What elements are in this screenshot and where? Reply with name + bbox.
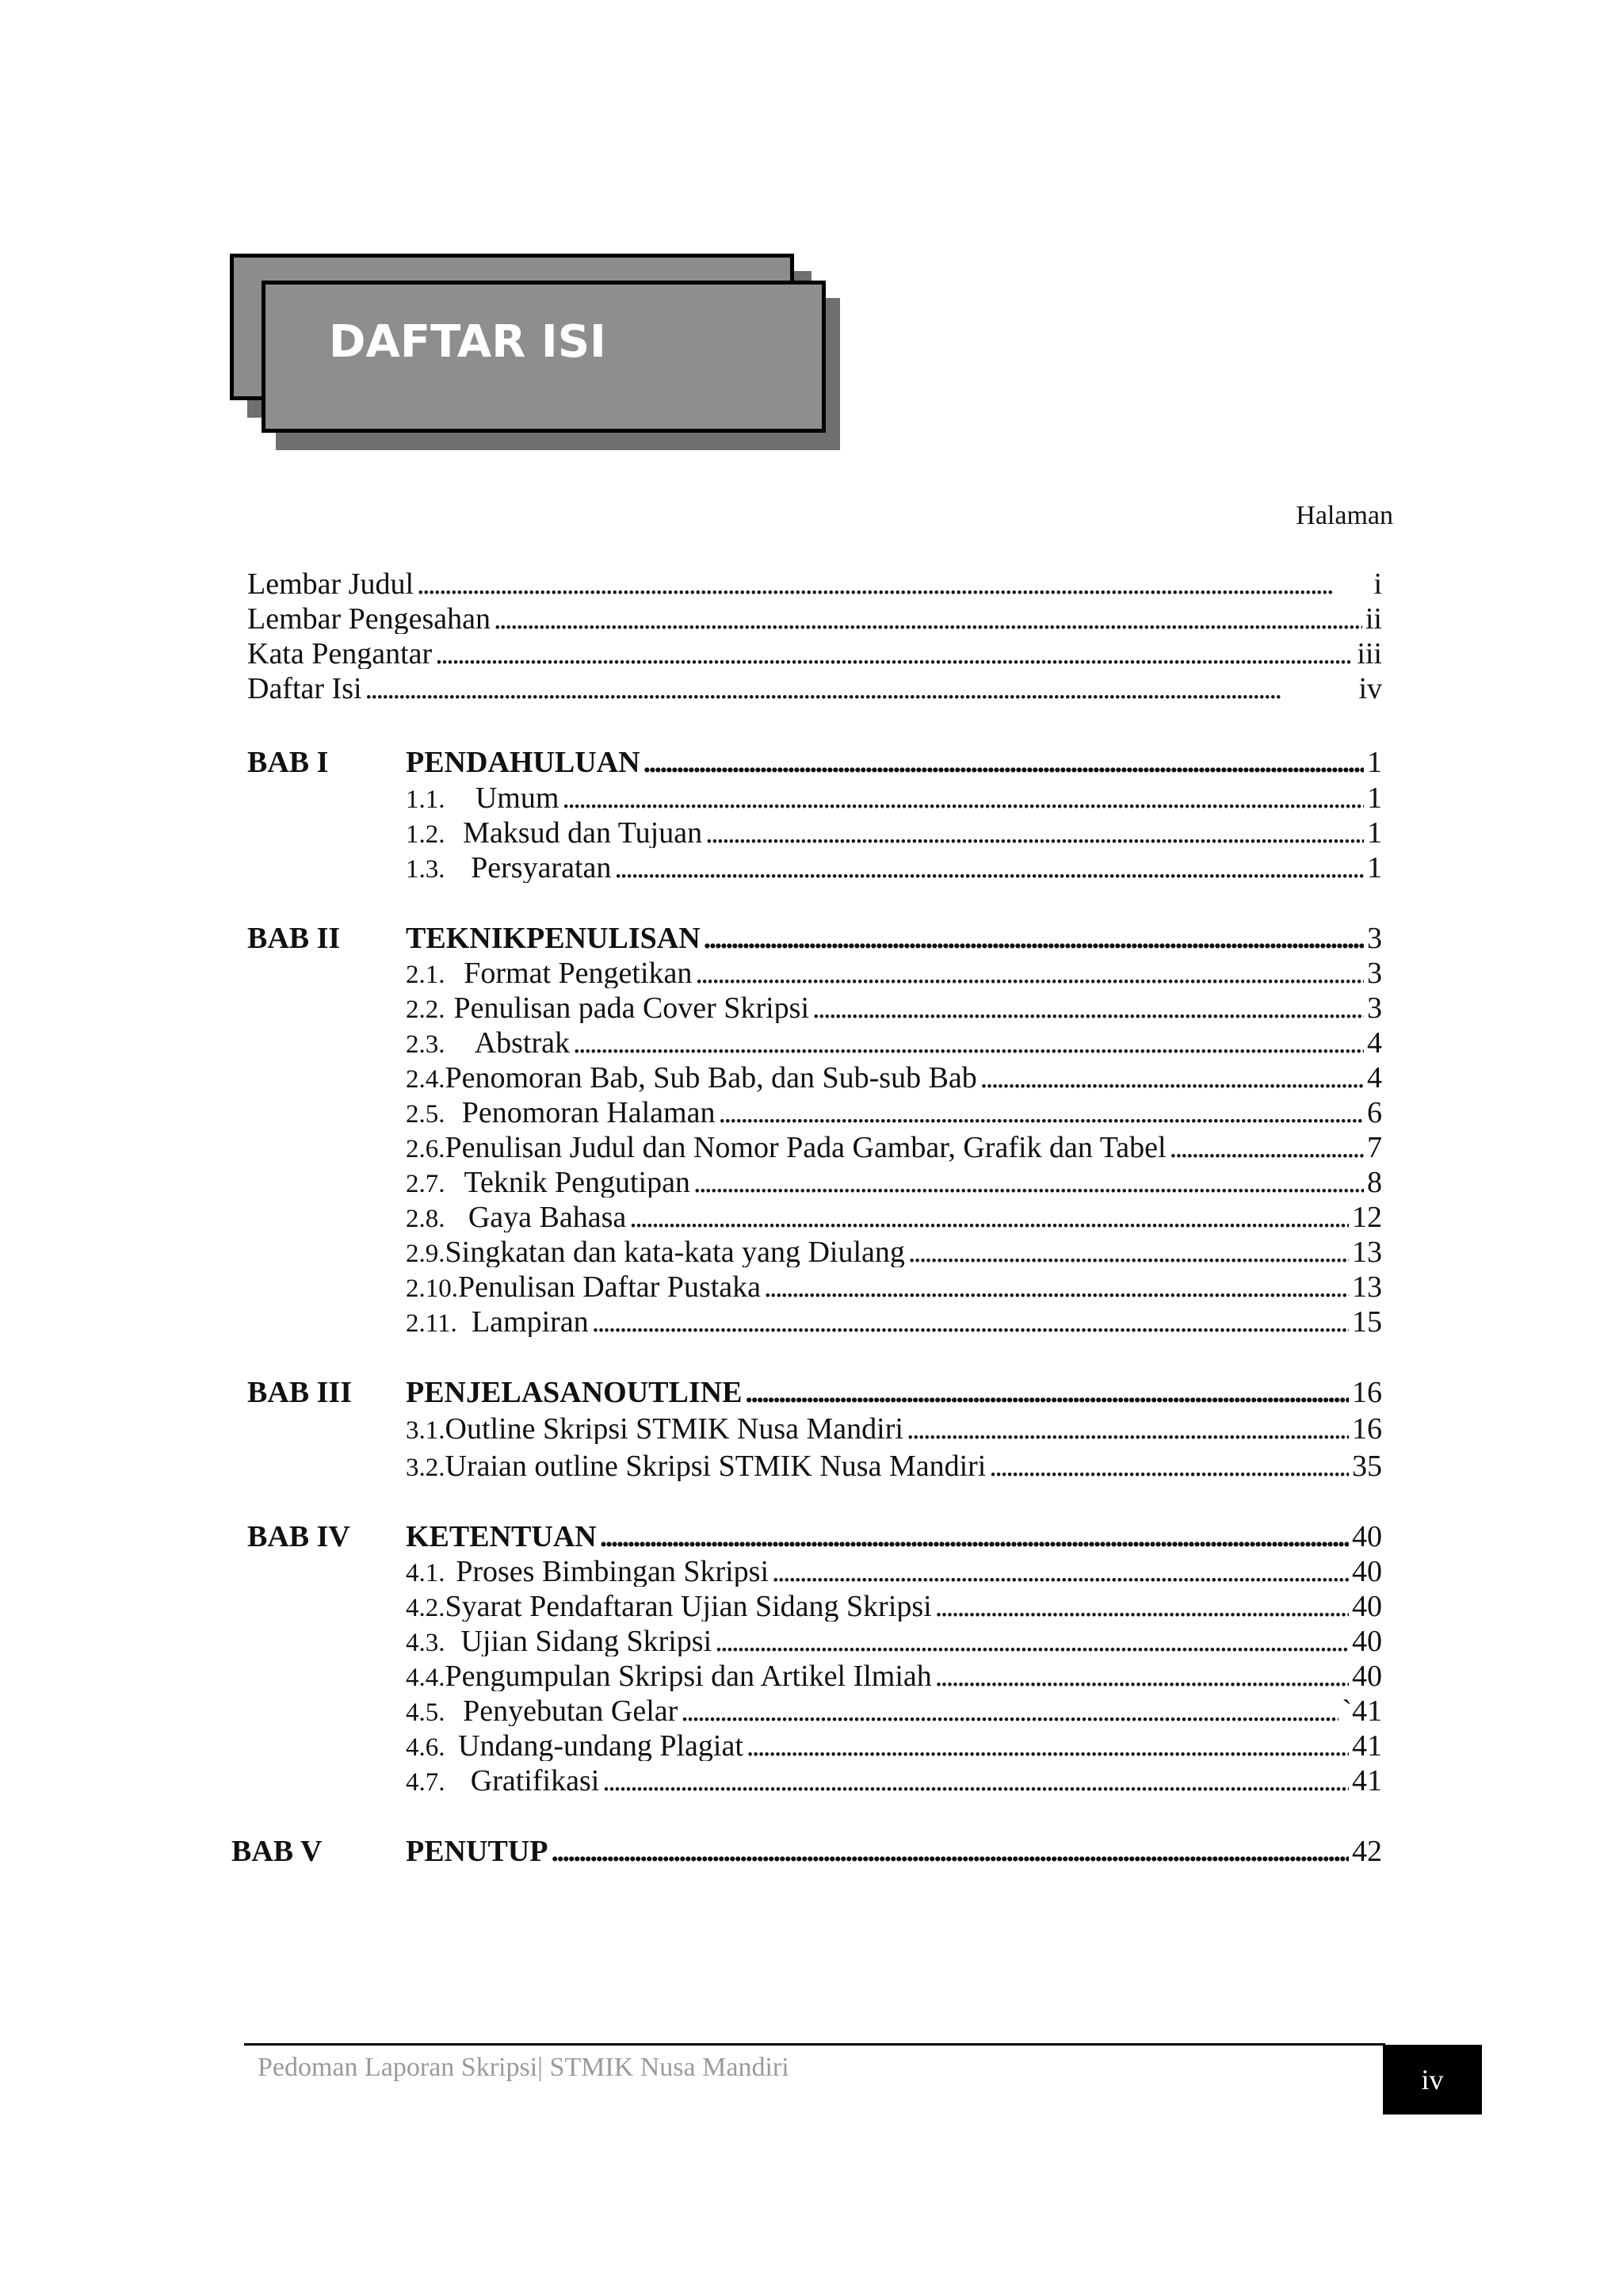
section-page: 13 (1352, 1237, 1382, 1267)
section-label: Penulisan Daftar Pustaka (458, 1272, 762, 1302)
section-page: 3 (1367, 958, 1382, 988)
section-number: 1.1. (406, 785, 445, 813)
section-page: 16 (1352, 1414, 1382, 1444)
section-row (406, 1414, 1382, 1444)
leader-dots (592, 1307, 1349, 1337)
section-label: Pengumpulan Skripsi dan Artikel Ilmiah (445, 1661, 932, 1691)
section-page: 35 (1352, 1451, 1382, 1481)
section-label: Penomoran Bab, Sub Bab, dan Sub-sub Bab (445, 1063, 977, 1093)
section-page: 40 (1352, 1591, 1382, 1622)
section-row (406, 1133, 1382, 1163)
section-page: 8 (1367, 1167, 1382, 1198)
section-number: 4.3. (406, 1629, 445, 1656)
page-title: DAFTAR ISI (329, 316, 606, 368)
page-number: iv (1421, 2064, 1444, 2095)
section-number: 1.3. (406, 855, 445, 883)
section-row (406, 1661, 1382, 1691)
section-row (406, 958, 1382, 988)
section-label: Gaya Bahasa (468, 1202, 627, 1232)
toc-row (247, 639, 1382, 669)
section-label: Singkatan dan kata-kata yang Diulang (445, 1237, 905, 1267)
section-number: 4.4. (406, 1664, 445, 1691)
section-label: Persyaratan (471, 853, 612, 883)
section-number: 2.6. (406, 1135, 445, 1163)
leader-dots (417, 569, 1370, 599)
leader-dots (772, 1557, 1349, 1587)
chapter-row (406, 1836, 1382, 1866)
leader-dots (629, 1202, 1349, 1232)
leader-dots (908, 1237, 1349, 1267)
section-row (406, 993, 1382, 1023)
section-label: Outline Skripsi STMIK Nusa Mandiri (445, 1414, 903, 1444)
chapter-number: BAB IV (247, 1520, 350, 1553)
section-row (406, 1766, 1382, 1796)
section-number: 2.7. (406, 1170, 445, 1198)
section-page: 4 (1367, 1063, 1382, 1093)
section-label: Gratifikasi (470, 1766, 600, 1796)
leader-dots (681, 1696, 1338, 1726)
leader-dots (718, 1098, 1364, 1128)
leader-dots (602, 1766, 1349, 1796)
leader-dots (747, 1731, 1349, 1761)
section-label: Lampiran (471, 1307, 589, 1337)
section-number: 2.10. (406, 1274, 458, 1302)
leader-dots (705, 818, 1364, 848)
section-label: Maksud dan Tujuan (463, 818, 703, 848)
leader-dots (365, 674, 1356, 704)
section-row (406, 1202, 1382, 1232)
section-page: 12 (1352, 1202, 1382, 1232)
section-row (406, 1626, 1382, 1656)
chapter-title: PENJELASANOUTLINE (406, 1377, 743, 1408)
section-page: 1 (1367, 853, 1382, 883)
leader-dots (494, 604, 1362, 634)
chapter-number: BAB V (231, 1835, 323, 1868)
section-page: 40 (1352, 1661, 1382, 1691)
section-page: 40 (1352, 1626, 1382, 1656)
leader-dots (614, 853, 1364, 883)
chapter-page: 16 (1352, 1377, 1382, 1408)
chapter-row (406, 923, 1382, 953)
chapter-title: KETENTUAN (406, 1522, 597, 1552)
section-label: Penomoran Halaman (461, 1098, 716, 1128)
chapter-row (406, 1377, 1382, 1408)
section-number: 1.2. (406, 820, 445, 848)
section-number: 2.11. (406, 1309, 457, 1337)
section-page: 15 (1352, 1307, 1382, 1337)
chapter-page: 3 (1367, 923, 1382, 953)
section-number: 4.2. (406, 1594, 445, 1622)
section-row (406, 1098, 1382, 1128)
section-label: Penulisan pada Cover Skripsi (453, 993, 809, 1023)
leader-dots (704, 923, 1364, 953)
toc-page: iii (1357, 639, 1382, 669)
toc-label: Kata Pengantar (247, 639, 433, 669)
section-page: 1 (1367, 818, 1382, 848)
section-number: 2.2. (406, 995, 445, 1023)
chapter-row (406, 747, 1382, 777)
section-label: Penyebutan Gelar (463, 1696, 678, 1726)
section-row (406, 1063, 1382, 1093)
section-row (406, 1237, 1382, 1267)
section-number: 4.5. (406, 1698, 445, 1726)
section-row (406, 1731, 1382, 1761)
leader-dots (1170, 1133, 1364, 1163)
section-page: 1 (1367, 783, 1382, 813)
section-row (406, 818, 1382, 848)
toc-row (247, 569, 1382, 599)
leader-dots (695, 958, 1364, 988)
toc-page: i (1373, 569, 1382, 599)
section-label: Format Pengetikan (464, 958, 693, 988)
section-row (406, 853, 1382, 883)
section-label: Undang-undang Plagiat (458, 1731, 743, 1761)
section-number: 2.1. (406, 961, 445, 988)
toc-page: ii (1365, 604, 1382, 634)
section-label: Syarat Pendaftaran Ujian Sidang Skripsi (445, 1591, 932, 1622)
chapter-page: 42 (1352, 1836, 1382, 1866)
section-number: 4.7. (406, 1768, 445, 1796)
section-number: 3.2. (406, 1454, 445, 1481)
section-row (406, 1591, 1382, 1622)
section-row (406, 1272, 1382, 1302)
leader-dots (562, 783, 1364, 813)
section-number: 2.5. (406, 1100, 445, 1128)
section-number: 2.3. (406, 1030, 445, 1058)
section-row (406, 1696, 1382, 1726)
leader-dots (980, 1063, 1364, 1093)
leader-dots (600, 1522, 1349, 1552)
leader-dots (643, 747, 1364, 777)
section-number: 2.4. (406, 1065, 445, 1093)
section-page: 41 (1352, 1766, 1382, 1796)
toc-page: iv (1358, 674, 1382, 704)
section-page: `41 (1342, 1696, 1382, 1726)
toc-label: Lembar Pengesahan (247, 604, 491, 634)
leader-dots (745, 1377, 1349, 1408)
section-page: 13 (1352, 1272, 1382, 1302)
chapter-number: BAB I (247, 746, 329, 779)
banner-front-box (262, 281, 826, 433)
leader-dots (573, 1028, 1364, 1058)
section-label: Abstrak (474, 1028, 570, 1058)
leader-dots (935, 1661, 1349, 1691)
chapter-title: PENDAHULUAN (406, 747, 640, 777)
page-number-box (1383, 2045, 1482, 2115)
section-row (406, 1167, 1382, 1198)
section-label: Umum (475, 783, 559, 813)
chapter-page: 40 (1352, 1522, 1382, 1552)
section-label: Teknik Pengutipan (464, 1167, 690, 1198)
toc-row (247, 604, 1382, 634)
leader-dots (989, 1451, 1349, 1481)
chapter-page: 1 (1367, 747, 1382, 777)
section-number: 2.8. (406, 1205, 445, 1232)
section-page: 3 (1367, 993, 1382, 1023)
section-label: Proses Bimbingan Skripsi (456, 1557, 769, 1587)
section-row (406, 1451, 1382, 1481)
toc-row (247, 674, 1382, 704)
section-page: 41 (1352, 1731, 1382, 1761)
leader-dots (693, 1167, 1364, 1198)
section-row (406, 1028, 1382, 1058)
section-page: 7 (1367, 1133, 1382, 1163)
leader-dots (715, 1626, 1349, 1656)
section-number: 4.6. (406, 1733, 445, 1761)
footer-rule (244, 2043, 1385, 2046)
section-number: 2.9. (406, 1240, 445, 1267)
section-number: 4.1. (406, 1559, 445, 1587)
section-row (406, 1557, 1382, 1587)
section-label: Penulisan Judul dan Nomor Pada Gambar, Grafik dan Tabel (445, 1133, 1167, 1163)
section-label: Uraian outline Skripsi STMIK Nusa Mandiri (445, 1451, 987, 1481)
chapter-title: TEKNIKPENULISAN (406, 923, 701, 953)
section-row (406, 1307, 1382, 1337)
toc-label: Daftar Isi (247, 674, 362, 704)
section-number: 3.1. (406, 1416, 445, 1444)
section-row (406, 783, 1382, 813)
section-page: 6 (1367, 1098, 1382, 1128)
footer-text: Pedoman Laporan Skripsi| STMIK Nusa Mandiri (258, 2053, 789, 2082)
leader-dots (935, 1591, 1349, 1622)
toc-label: Lembar Judul (247, 569, 414, 599)
section-page: 4 (1367, 1028, 1382, 1058)
title-banner (230, 254, 856, 452)
section-page: 40 (1352, 1557, 1382, 1587)
chapter-number: BAB III (247, 1376, 352, 1409)
leader-dots (551, 1836, 1349, 1866)
leader-dots (764, 1272, 1349, 1302)
chapter-number: BAB II (247, 922, 341, 955)
leader-dots (435, 639, 1354, 669)
chapter-row (406, 1522, 1382, 1552)
chapter-title: PENUTUP (406, 1836, 548, 1866)
section-label: Ujian Sidang Skripsi (460, 1626, 712, 1656)
leader-dots (812, 993, 1364, 1023)
leader-dots (907, 1414, 1349, 1444)
page-column-label: Halaman (1296, 501, 1393, 530)
